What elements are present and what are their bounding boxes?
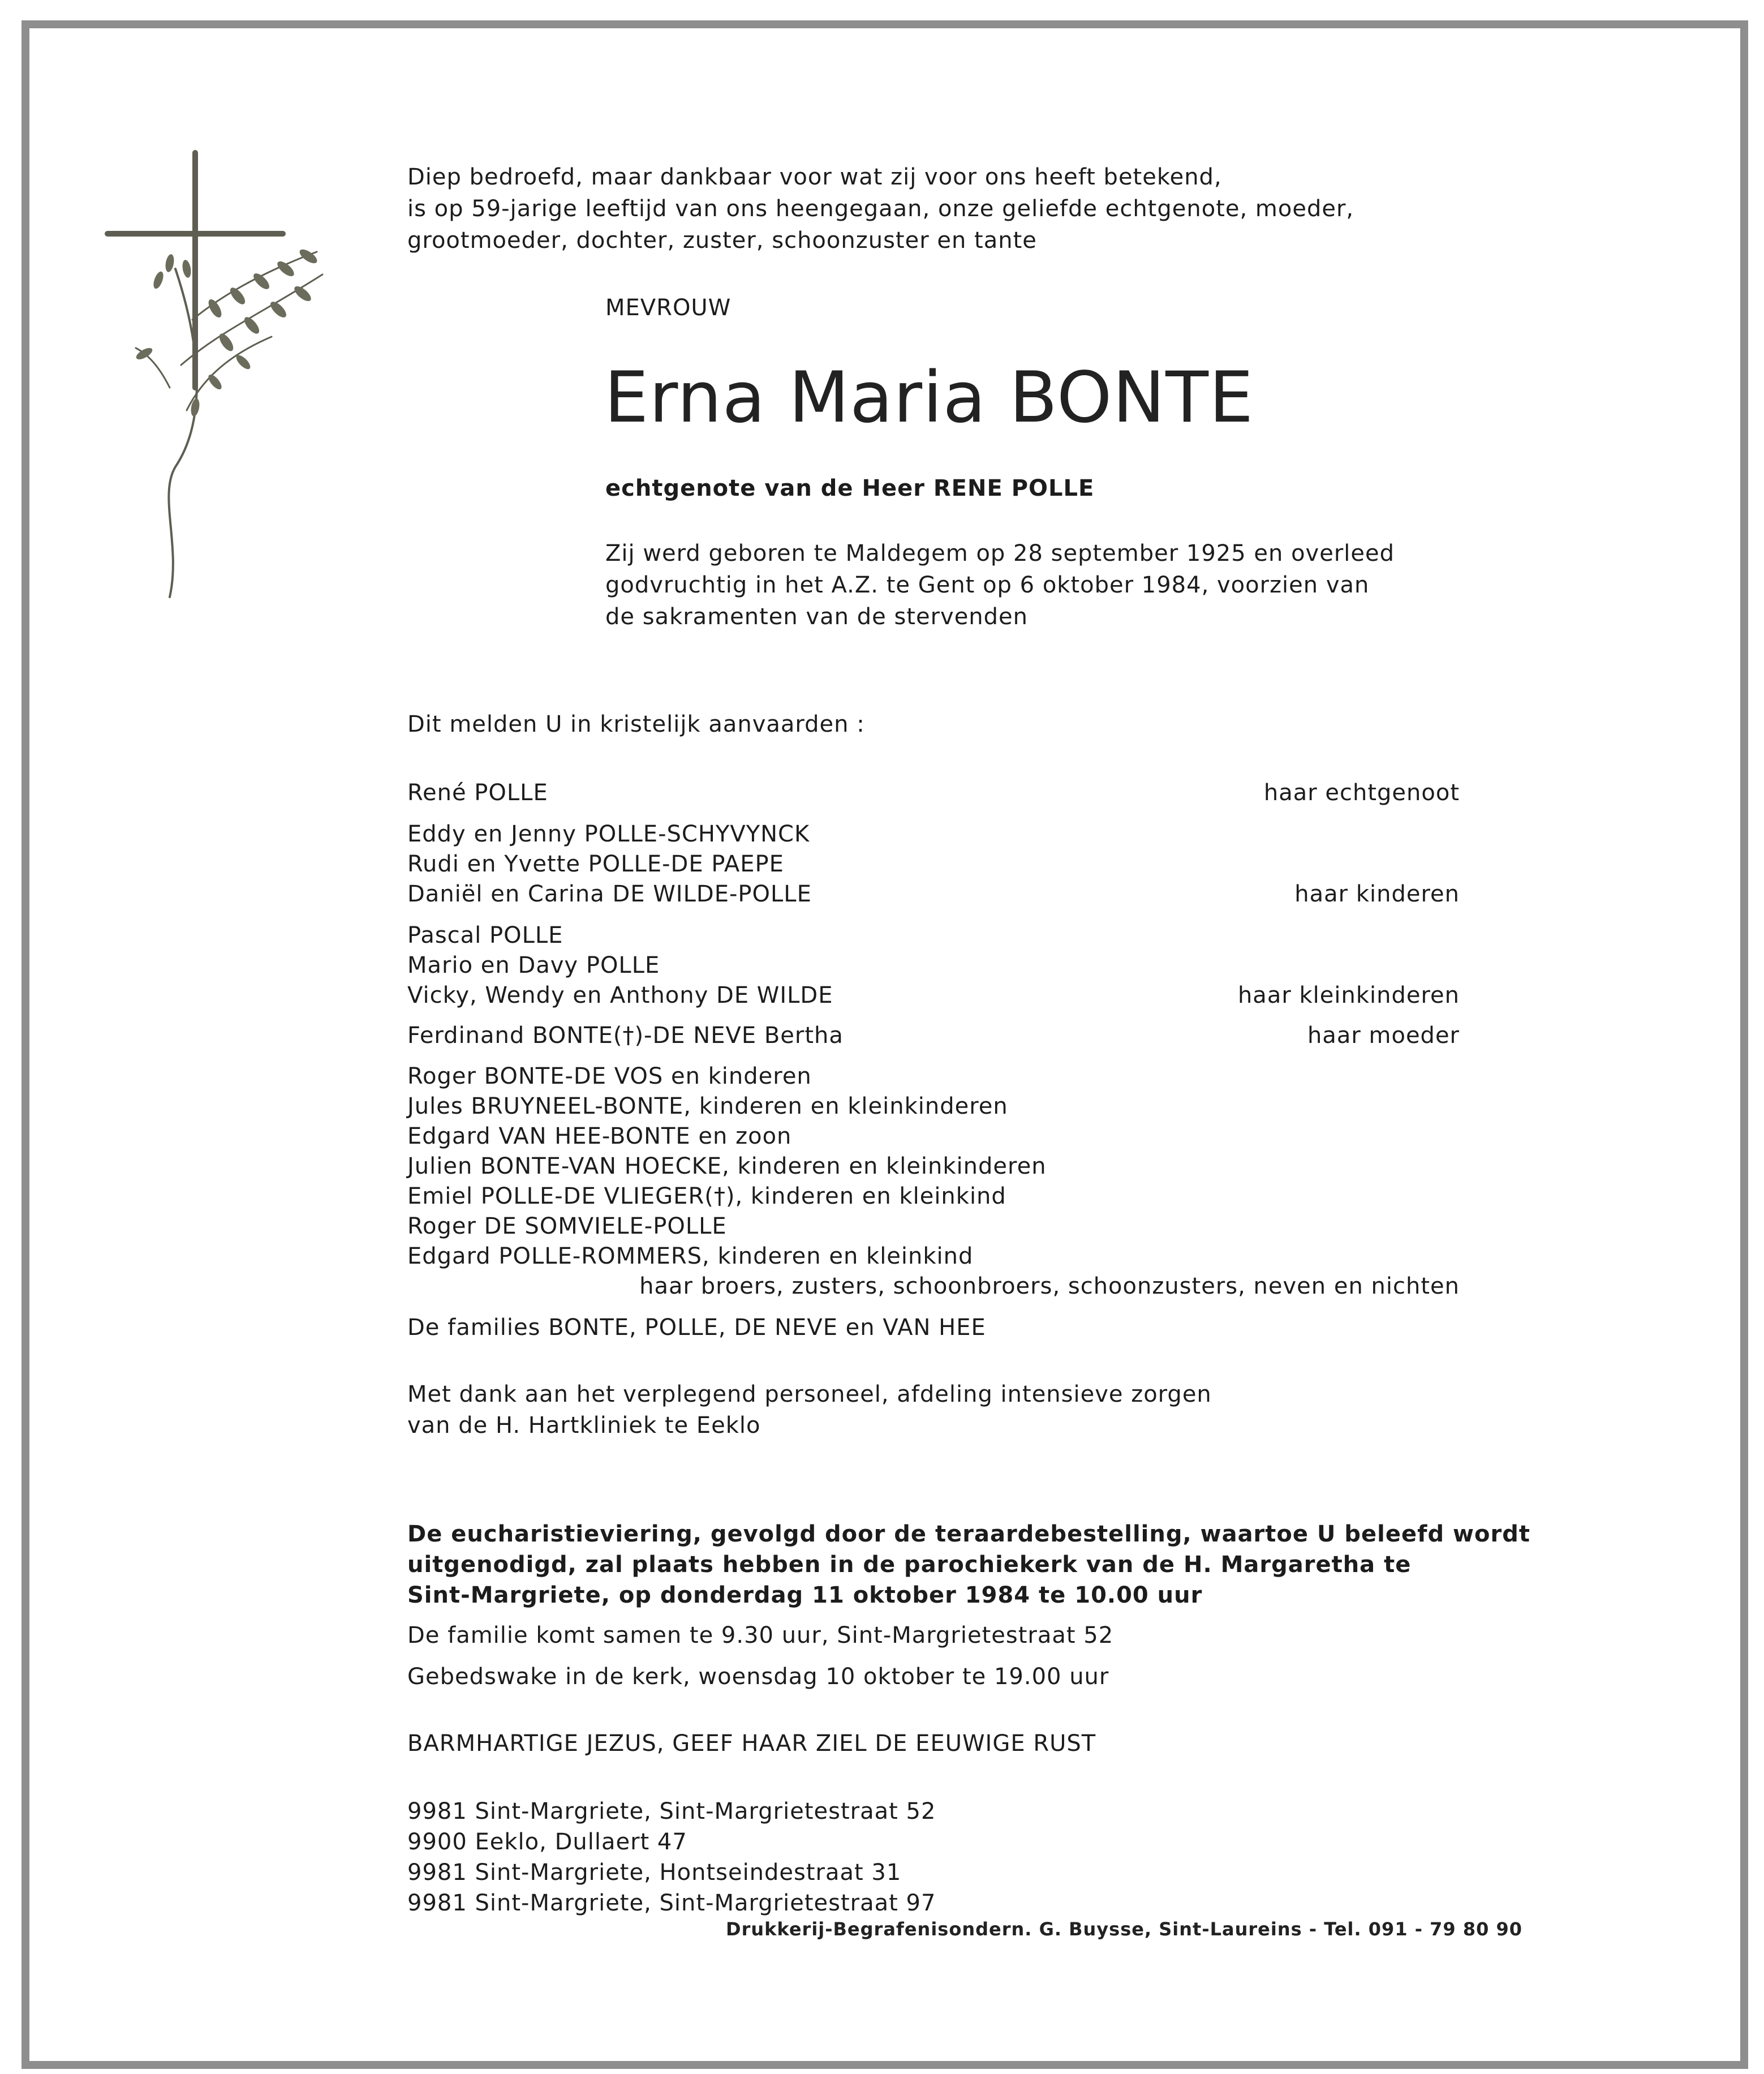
spouse-line: echtgenote van de Heer RENE POLLE [605,475,1095,501]
family-name: Pascal POLLE [407,922,563,948]
birth-death-line: Zij werd geboren te Maldegem op 28 september 1925 en overleed [605,540,1395,566]
family-name: Ferdinand BONTE(†)-DE NEVE Bertha [407,1023,844,1049]
family-name: Daniël en Carina DE WILDE-POLLE [407,881,812,907]
families-line: De families BONTE, POLLE, DE NEVE en VAN HEE [407,1315,986,1341]
gathering-line: De familie komt samen te 9.30 uur, Sint-Margrietestraat 52 [407,1622,1114,1648]
family-relation: haar broers, zusters, schoonbroers, schoonzusters, neven en nichten [639,1273,1460,1299]
family-relation: haar echtgenoot [1263,780,1460,806]
address-line: 9981 Sint-Margriete, Sint-Margrietestraat 52 [407,1798,936,1824]
family-name: Vicky, Wendy en Anthony DE WILDE [407,982,833,1008]
address-line: 9981 Sint-Margriete, Sint-Margrietestraat 97 [407,1890,936,1916]
family-name: Mario en Davy POLLE [407,952,660,978]
salutation: MEVROUW [605,295,732,321]
family-name: Julien BONTE-VAN HOECKE, kinderen en kleinkinderen [407,1153,1047,1179]
address-line: 9981 Sint-Margriete, Hontseindestraat 31 [407,1860,902,1886]
deceased-name: Erna Maria BONTE [604,357,1254,439]
birth-death-line: godvruchtig in het A.Z. te Gent op 6 oktober 1984, voorzien van [605,572,1370,598]
family-name: René POLLE [407,780,548,806]
ceremony-line: De eucharistieviering, gevolgd door de teraardebestelling, waartoe U beleefd wordt [407,1521,1530,1547]
family-name: Roger BONTE-DE VOS en kinderen [407,1063,812,1089]
family-name: Roger DE SOMVIELE-POLLE [407,1213,727,1239]
thanks-line: Met dank aan het verplegend personeel, afdeling intensieve zorgen [407,1381,1212,1407]
family-name: Jules BRUYNEEL-BONTE, kinderen en kleinkinderen [407,1093,1008,1119]
family-name: Edgard VAN HEE-BONTE en zoon [407,1123,792,1149]
thanks-line: van de H. Hartkliniek te Eeklo [407,1412,761,1439]
ceremony-line: uitgenodigd, zal plaats hebben in de parochiekerk van de H. Margaretha te [407,1552,1412,1578]
printer-credit: Drukkerij-Begrafenisondern. G. Buysse, Sint-Laureins - Tel. 091 - 79 80 90 [726,1918,1523,1940]
family-name: Eddy en Jenny POLLE-SCHYVYNCK [407,821,810,847]
family-relation: haar moeder [1307,1023,1460,1049]
intro-line: is op 59-jarige leeftijd van ons heengegaan, onze geliefde echtgenote, moeder, [407,196,1354,222]
family-relation: haar kinderen [1294,881,1460,907]
cross-with-wheat-icon [102,150,351,603]
announce-line: Dit melden U in kristelijk aanvaarden : [407,711,865,737]
intro-line: grootmoeder, dochter, zuster, schoonzuster en tante [407,227,1037,254]
birth-death-line: de sakramenten van de stervenden [605,604,1028,630]
prayer-line: BARMHARTIGE JEZUS, GEEF HAAR ZIEL DE EEUWIGE RUST [407,1731,1096,1757]
vigil-line: Gebedswake in de kerk, woensdag 10 oktober te 19.00 uur [407,1664,1109,1690]
intro-line: Diep bedroefd, maar dankbaar voor wat zij voor ons heeft betekend, [407,164,1222,190]
family-name: Edgard POLLE-ROMMERS, kinderen en kleinkind [407,1243,974,1269]
ceremony-line: Sint-Margriete, op donderdag 11 oktober 1984 te 10.00 uur [407,1582,1203,1608]
address-line: 9900 Eeklo, Dullaert 47 [407,1829,687,1855]
family-name: Emiel POLLE-DE VLIEGER(†), kinderen en kleinkind [407,1183,1006,1209]
family-relation: haar kleinkinderen [1237,982,1460,1008]
family-name: Rudi en Yvette POLLE-DE PAEPE [407,851,784,877]
